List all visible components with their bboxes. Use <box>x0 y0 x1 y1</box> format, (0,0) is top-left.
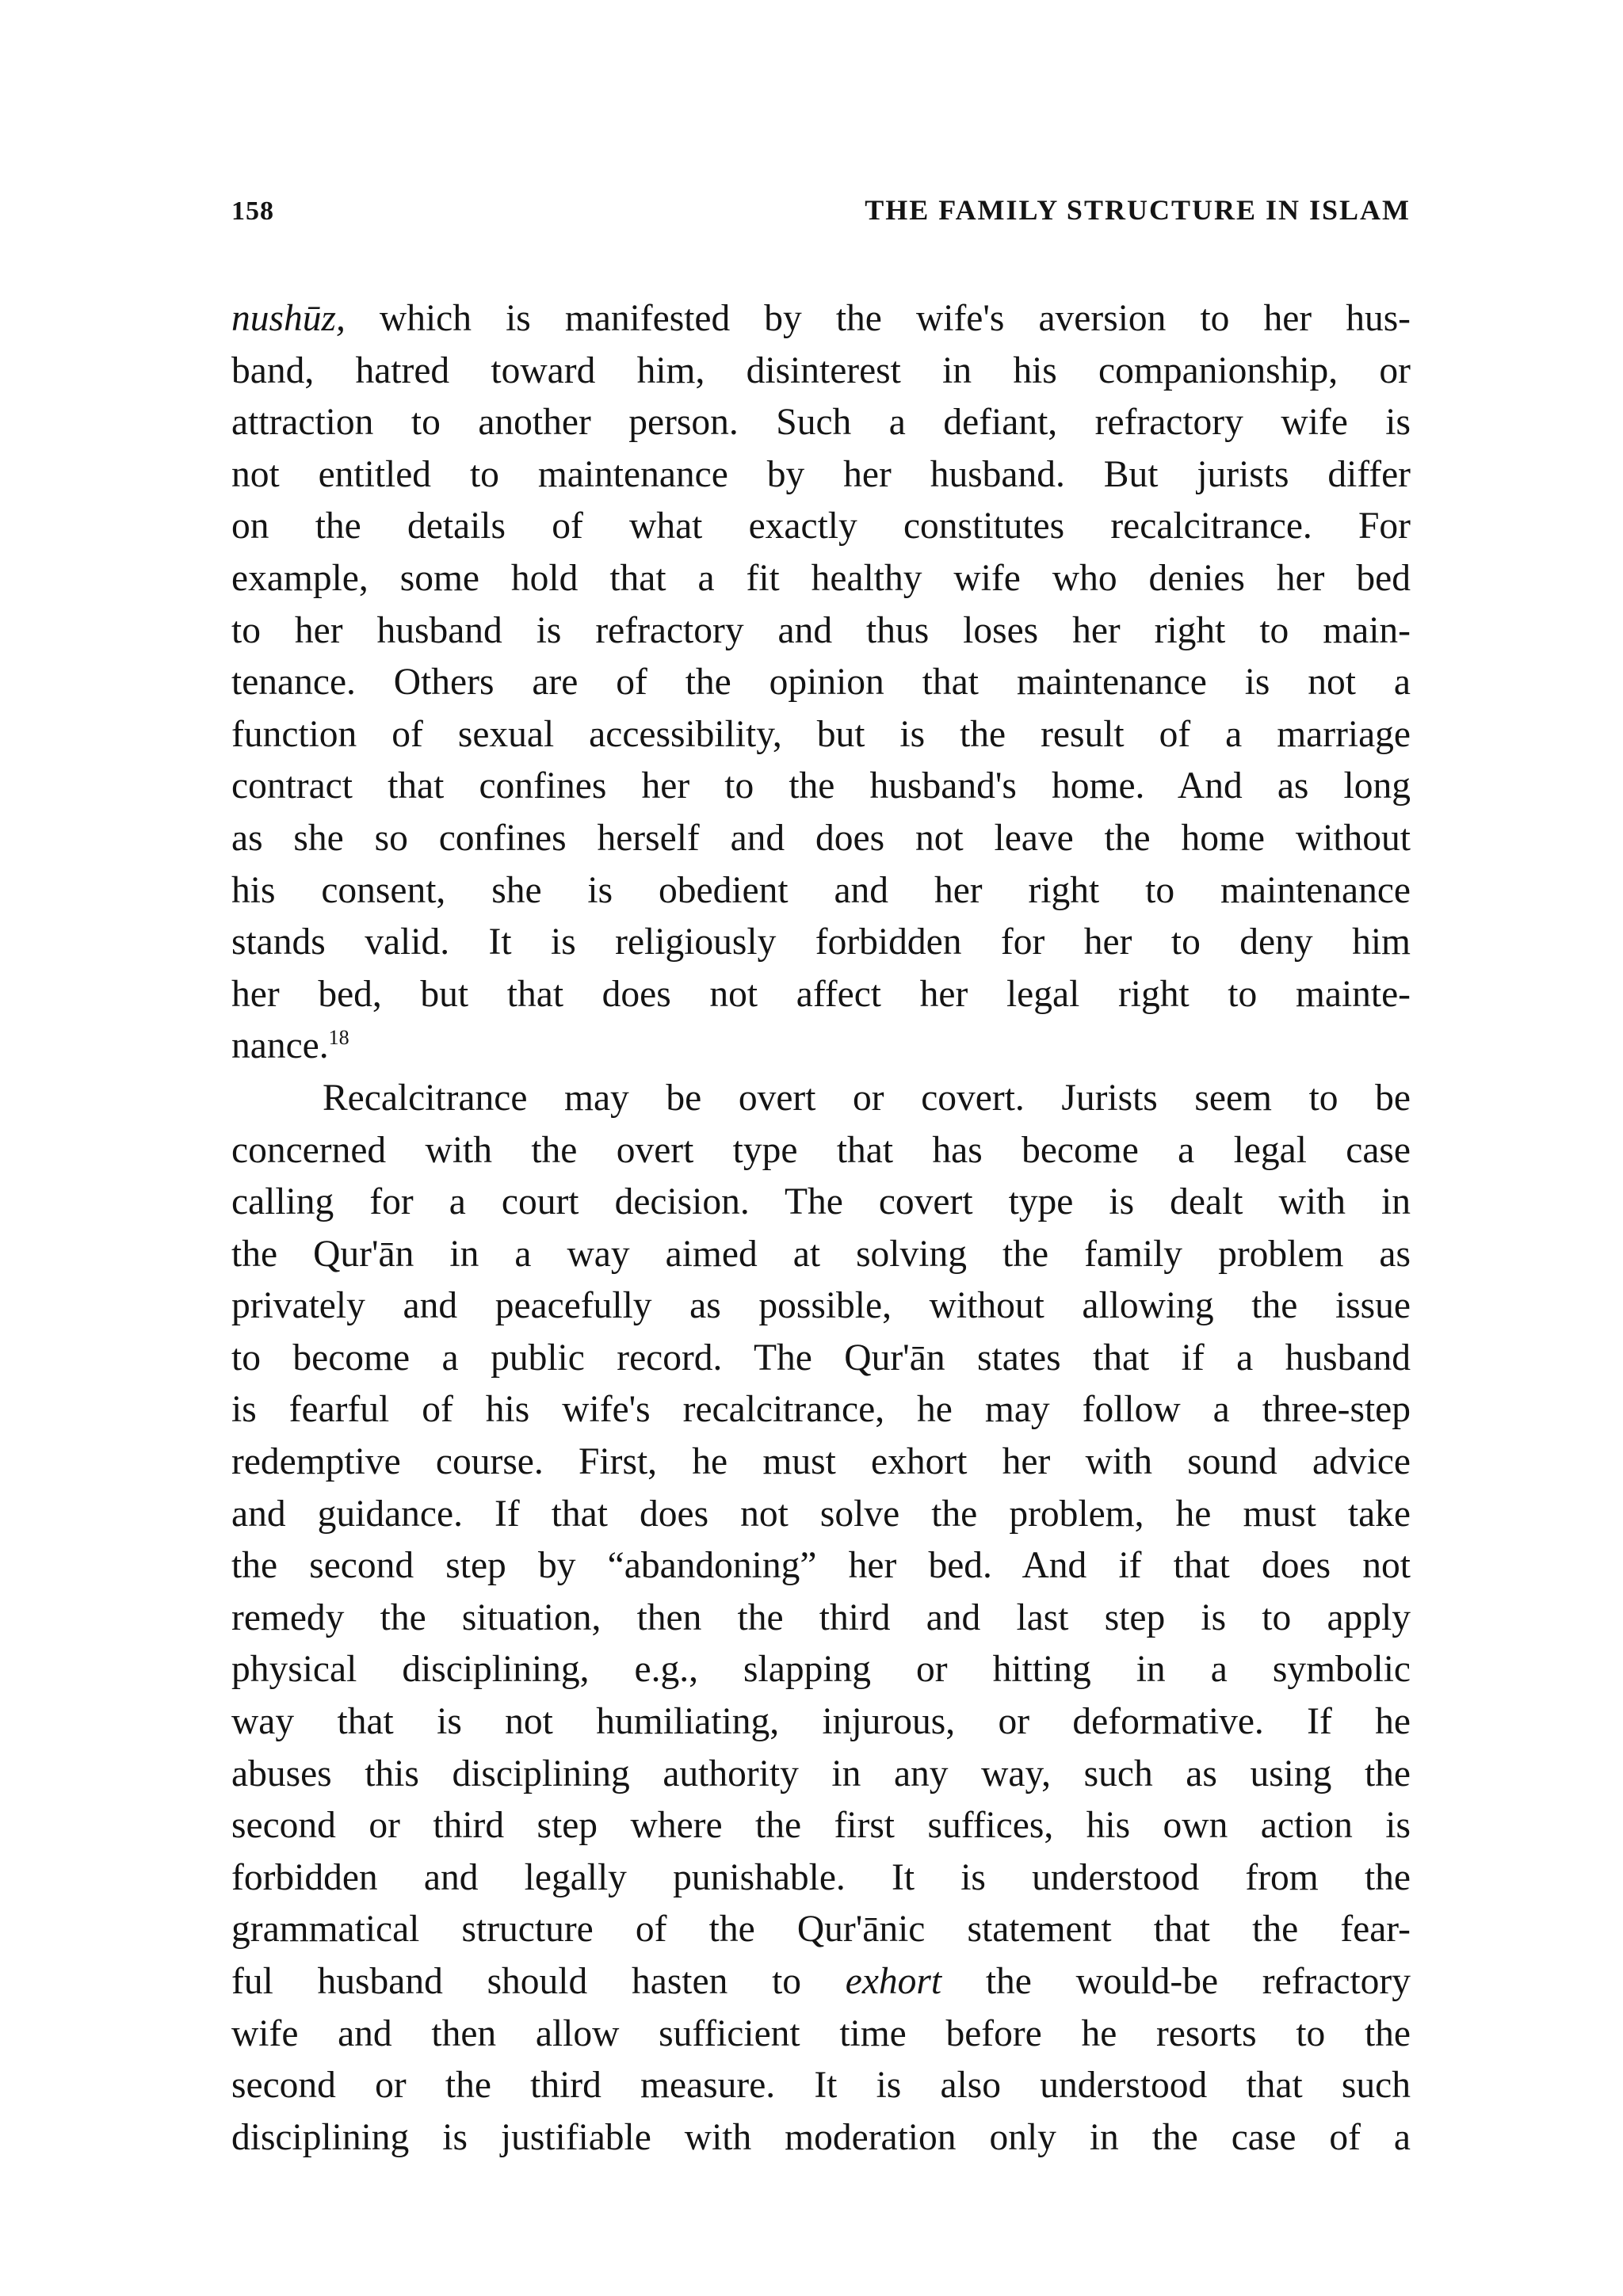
line-text: nance. <box>231 1025 329 1067</box>
line-text: ful husband should hasten to <box>231 1961 846 2002</box>
text-line: way that is not humiliating, injurous, or deformative. If he <box>231 1701 1411 1743</box>
text-line: stands valid. It is religiously forbidden for her to deny him <box>231 921 1411 963</box>
text-line: privately and peacefully as possible, without allowing the issue <box>231 1285 1411 1327</box>
text-line: grammatical structure of the Qur'ānic statement that the fear- <box>231 1909 1411 1951</box>
footnote-reference[interactable]: 18 <box>328 1026 349 1050</box>
page-number: 158 <box>231 196 274 226</box>
text-line: example, some hold that a fit healthy wife who denies her bed <box>231 557 1411 599</box>
text-line: not entitled to maintenance by her husband. But jurists differ <box>231 453 1411 495</box>
text-line: physical disciplining, e.g., slapping or hitting in a symbolic <box>231 1649 1411 1691</box>
text-line: attraction to another person. Such a defiant, refractory wife is <box>231 402 1411 444</box>
text-line: and guidance. If that does not solve the problem, he must take <box>231 1493 1411 1535</box>
text-line: band, hatred toward him, disinterest in his companionship, or <box>231 349 1411 391</box>
text-line: function of sexual accessibility, but is the result of a marriage <box>231 713 1411 755</box>
text-line <box>231 1956 1411 2008</box>
text-line: her bed, but that does not affect her legal right to mainte- <box>231 973 1411 1015</box>
text-line: calling for a court decision. The covert type is dealt with in <box>231 1181 1411 1223</box>
text-line: Recalcitrance may be overt or covert. Jurists seem to be <box>323 1077 1411 1119</box>
text-line: on the details of what exactly constitutes recalcitrance. For <box>231 505 1411 547</box>
text-line: the second step by “abandoning” her bed. And if that does not <box>231 1545 1411 1587</box>
text-line: to become a public record. The Qur'ān states that if a husband <box>231 1337 1411 1379</box>
text-line: his consent, she is obedient and her right to maintenance <box>231 869 1411 911</box>
text-line: the Qur'ān in a way aimed at solving the family problem as <box>231 1233 1411 1275</box>
text-line: redemptive course. First, he must exhort her with sound advice <box>231 1441 1411 1483</box>
text-line: second or third step where the first suffices, his own action is <box>231 1805 1411 1847</box>
text-line: abuses this disciplining authority in any way, such as using the <box>231 1753 1411 1794</box>
text-line: to her husband is refractory and thus loses her right to main- <box>231 609 1411 651</box>
text-line: second or the third measure. It is also understood that such <box>231 2065 1411 2107</box>
line-text: which is manifested by the wife's aversion to her hus- <box>345 298 1411 339</box>
italic-term-exhort: exhort <box>845 1961 942 2002</box>
text-line <box>231 293 1411 345</box>
text-line: remedy the situation, then the third and last step is to apply <box>231 1596 1411 1638</box>
text-line: wife and then allow sufficient time before he resorts to the <box>231 2012 1411 2054</box>
text-line: forbidden and legally punishable. It is understood from the <box>231 1856 1411 1898</box>
body-text <box>231 293 1411 2164</box>
text-line: disciplining is justifiable with moderation only in the case of a <box>231 2116 1411 2158</box>
text-line: contract that confines her to the husband's home. And as long <box>231 765 1411 807</box>
line-text: the would-be refractory <box>941 1961 1411 2002</box>
running-head <box>231 193 1411 233</box>
running-title: THE FAMILY STRUCTURE IN ISLAM <box>865 194 1411 226</box>
italic-term-nushuz: nushūz, <box>231 298 346 339</box>
text-line: concerned with the overt type that has become a legal case <box>231 1129 1411 1171</box>
text-line: is fearful of his wife's recalcitrance, he may follow a three-step <box>231 1389 1411 1431</box>
text-line: tenance. Others are of the opinion that maintenance is not a <box>231 662 1411 704</box>
text-line <box>231 1020 1411 1073</box>
text-line: as she so confines herself and does not leave the home without <box>231 817 1411 859</box>
